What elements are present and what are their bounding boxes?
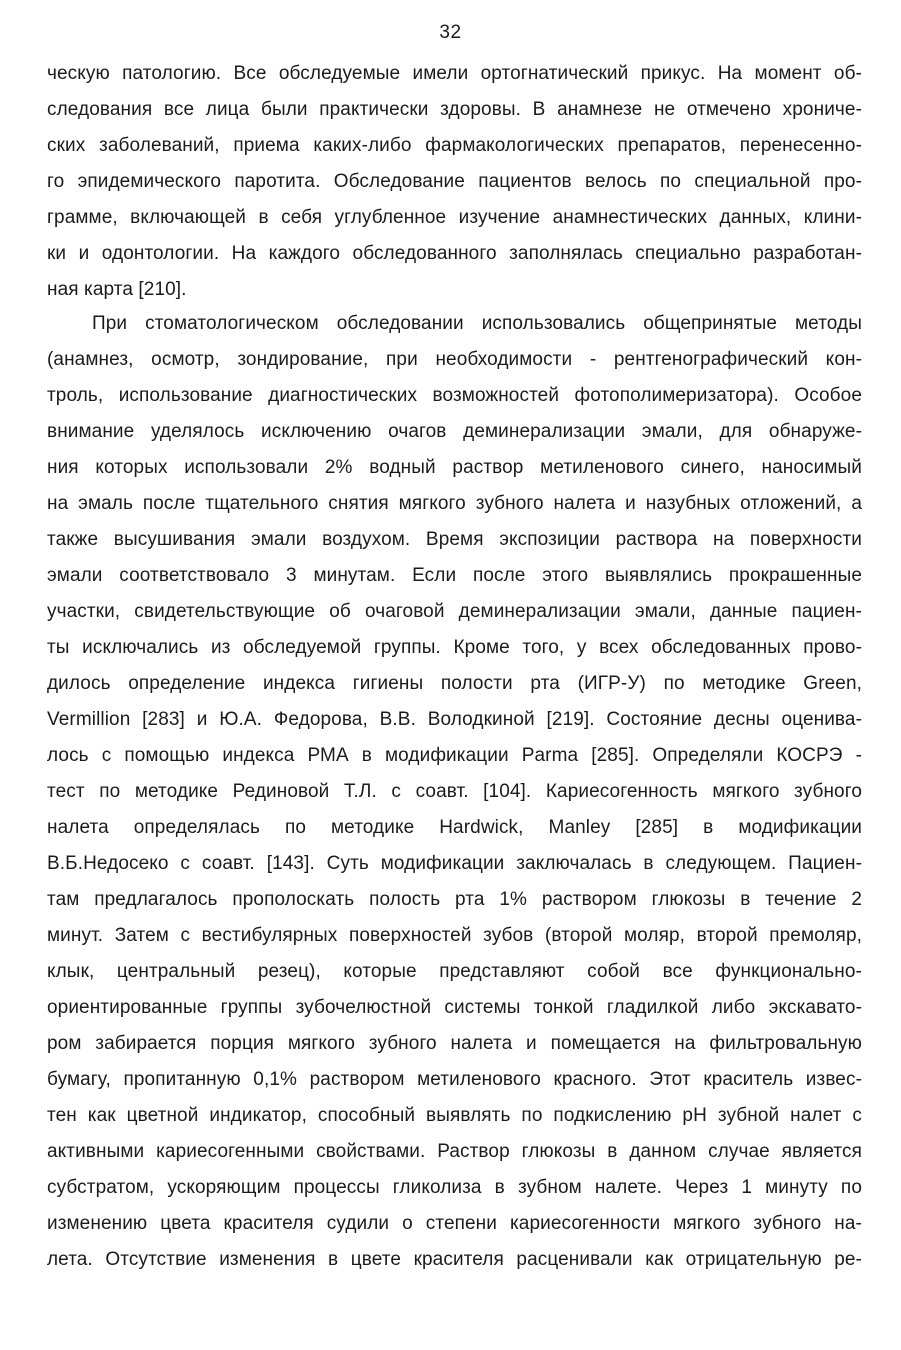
paragraph-line: грамме, включающей в себя углубленное изучение анамнестических данных, клини-	[47, 207, 862, 228]
paragraph-line: Vermillion [283] и Ю.А. Федорова, В.В. Володкиной [219]. Состояние десны оценива-	[47, 709, 862, 730]
paragraph-line: ческую патологию. Все обследуемые имели ортогнатический прикус. На момент об-	[47, 63, 862, 84]
paragraph-line: минут. Затем с вестибулярных поверхностей зубов (второй моляр, второй премоляр,	[47, 925, 862, 946]
paragraph-line: лось с помощью индекса РМА в модификации Parma [285]. Определяли КОСРЭ -	[47, 745, 862, 766]
paragraph-line: на эмаль после тщательного снятия мягкого зубного налета и назубных отложений, а	[47, 493, 862, 514]
paragraph-line: В.Б.Недосеко с соавт. [143]. Суть модификации заключалась в следующем. Пациен-	[47, 853, 862, 874]
paragraph-line: ром забирается порция мягкого зубного налета и помещается на фильтровальную	[47, 1033, 862, 1054]
paragraph-line: внимание уделялось исключению очагов деминерализации эмали, для обнаруже-	[47, 421, 862, 442]
paragraph-line: троль, использование диагностических возможностей фотополимеризатора). Особое	[47, 385, 862, 406]
paragraph-line: субстратом, ускоряющим процессы гликолиза в зубном налете. Через 1 минуту по	[47, 1177, 862, 1198]
paragraph-line: эмали соответствовало 3 минутам. Если после этого выявлялись прокрашенные	[47, 565, 862, 586]
paragraph-line: ориентированные группы зубочелюстной системы тонкой гладилкой либо экскавато-	[47, 997, 862, 1018]
paragraph-line: клык, центральный резец), которые представляют собой все функционально-	[47, 961, 862, 982]
paragraph-line: налета определялась по методике Hardwick, Manley [285] в модификации	[47, 817, 862, 838]
paragraph-line: дилось определение индекса гигиены полости рта (ИГР-У) по методике Green,	[47, 673, 862, 694]
paragraph-line: тен как цветной индикатор, способный выявлять по подкислению pH зубной налет с	[47, 1105, 862, 1126]
page-number: 32	[439, 22, 462, 43]
paragraph-line: лета. Отсутствие изменения в цвете красителя расценивали как отрицательную ре-	[47, 1249, 862, 1270]
paragraph-line: го эпидемического паротита. Обследование пациентов велось по специальной про-	[47, 171, 862, 192]
paragraph-line: активными кариесогенными свойствами. Раствор глюкозы в данном случае является	[47, 1141, 862, 1162]
paragraph-line: бумагу, пропитанную 0,1% раствором метиленового красного. Этот краситель извес-	[47, 1069, 862, 1090]
paragraph-line: При стоматологическом обследовании использовались общепринятые методы	[92, 313, 862, 334]
paragraph-line: изменению цвета красителя судили о степени кариесогенности мягкого зубного на-	[47, 1213, 862, 1234]
paragraph-line: ты исключались из обследуемой группы. Кроме того, у всех обследованных прово-	[47, 637, 862, 658]
paragraph-line: участки, свидетельствующие об очаговой деминерализации эмали, данные пациен-	[47, 601, 862, 622]
paragraph-line: ния которых использовали 2% водный раствор метиленового синего, наносимый	[47, 457, 862, 478]
paragraph-line: тест по методике Рединовой Т.Л. с соавт. [104]. Кариесогенность мягкого зубного	[47, 781, 862, 802]
paragraph-line: также высушивания эмали воздухом. Время экспозиции раствора на поверхности	[47, 529, 862, 550]
paragraph-line: ки и одонтологии. На каждого обследованного заполнялась специально разработан-	[47, 243, 862, 264]
paragraph-line: ная карта [210].	[47, 279, 187, 300]
paragraph-line: следования все лица были практически здоровы. В анамнезе не отмечено хрониче-	[47, 99, 862, 120]
paragraph-line: (анамнез, осмотр, зондирование, при необходимости - рентгенографический кон-	[47, 349, 862, 370]
paragraph-line: там предлагалось прополоскать полость рта 1% раствором глюкозы в течение 2	[47, 889, 862, 910]
paragraph-line: ских заболеваний, приема каких-либо фармакологических препаратов, перенесенно-	[47, 135, 862, 156]
